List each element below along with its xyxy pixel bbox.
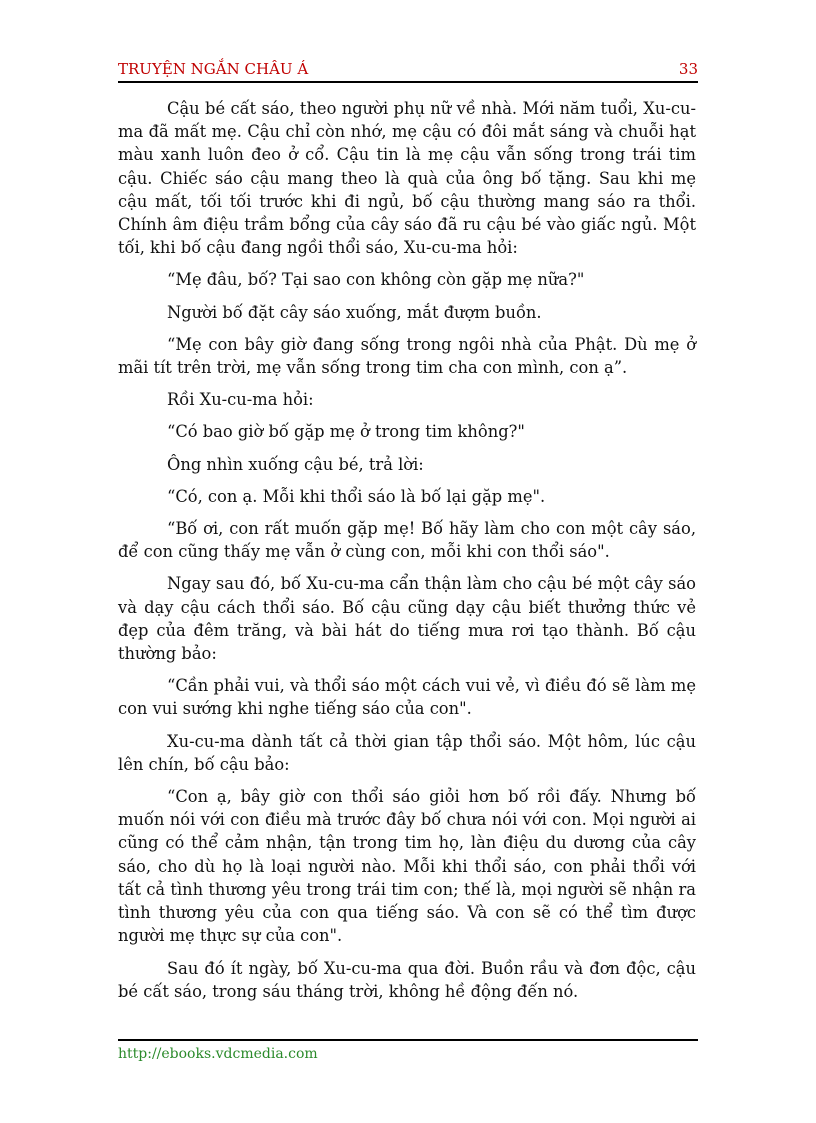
header-divider — [118, 81, 698, 83]
paragraph: “Con ạ, bây giờ con thổi sáo giỏi hơn bố rồi đấy. Nhưng bố muốn nói với con điều mà trước đây bố chưa nói với con. Mọi người ai cũng có thể cảm nhận, tận trong tim họ, làn điệu du dương của cây sáo, cho dù họ là loại người nào. Mỗi khi thổi sáo, con phải thổi với tất cả tình thương yêu trong trái tim con; thế là, mọi người sẽ nhận ra tình thương yêu của con qua tiếng sáo. Và con sẽ có thể tìm được người mẹ thực sự của con". — [118, 787, 696, 946]
paragraph: Ngay sau đó, bố Xu-cu-ma cẩn thận làm cho cậu bé một cây sáo và dạy cậu cách thổi sáo. Bố cậu cũng dạy cậu biết thưởng thức vẻ đẹp của đêm trăng, và bài hát do tiếng mưa rơi tạo thành. Bố cậu thường bảo: — [118, 574, 696, 664]
paragraph: “Cần phải vui, và thổi sáo một cách vui vẻ, vì điều đó sẽ làm mẹ con vui sướng khi nghe tiếng sáo của con". — [118, 676, 696, 719]
paragraph: Người bố đặt cây sáo xuống, mắt đượm buồn. — [167, 302, 542, 322]
paragraph: “Mẹ con bây giờ đang sống trong ngôi nhà của Phật. Dù mẹ ở mãi tít trên trời, mẹ vẫn sống trong tim cha con mình, con ạ”. — [118, 334, 696, 378]
paragraph: Sau đó ít ngày, bố Xu-cu-ma qua đời. Buồn rầu và đơn độc, cậu bé cất sáo, trong sáu tháng trời, không hề động đến nó. — [118, 958, 696, 1001]
story-body — [118, 97, 696, 1003]
book-title: TRUYỆN NGẮN CHÂU Á — [118, 60, 309, 78]
footer-link[interactable]: http://ebooks.vdcmedia.com — [118, 1046, 318, 1062]
page-header — [118, 60, 698, 78]
page-number: 33 — [678, 60, 698, 78]
paragraph: Ông nhìn xuống cậu bé, trả lời: — [167, 454, 424, 474]
paragraph: “Có, con ạ. Mỗi khi thổi sáo là bố lại gặp mẹ". — [167, 486, 546, 506]
paragraph: Cậu bé cất sáo, theo người phụ nữ về nhà. Mới năm tuổi, Xu-cu-ma đã mất mẹ. Cậu chỉ còn nhớ, mẹ cậu có đôi mắt sáng và chuỗi hạt màu xanh luôn đeo ở cổ. Cậu tin là mẹ cậu vẫn sống trong trái tim cậu. Chiếc sáo cậu mang theo là quà của ông bố tặng. Sau khi mẹ cậu mất, tối tối trước khi đi ngủ, bố cậu thường mang sáo ra thổi. Chính âm điệu trầm bổng của cây sáo đã ru cậu bé vào giấc ngủ. Một tối, khi bố cậu đang ngồi thổi sáo, Xu-cu-ma hỏi: — [118, 99, 696, 258]
paragraph: “Bố ơi, con rất muốn gặp mẹ! Bố hãy làm cho con một cây sáo, để con cũng thấy mẹ vẫn ở cùng con, mỗi khi con thổi sáo". — [118, 519, 696, 562]
paragraph: Xu-cu-ma dành tất cả thời gian tập thổi sáo. Một hôm, lúc cậu lên chín, bố cậu bảo: — [118, 731, 696, 774]
paragraph: “Mẹ đâu, bố? Tại sao con không còn gặp mẹ nữa?" — [167, 270, 585, 290]
paragraph: “Có bao giờ bố gặp mẹ ở trong tim không?" — [167, 422, 525, 442]
footer-divider — [118, 1039, 698, 1041]
paragraph: Rồi Xu-cu-ma hỏi: — [167, 390, 314, 410]
